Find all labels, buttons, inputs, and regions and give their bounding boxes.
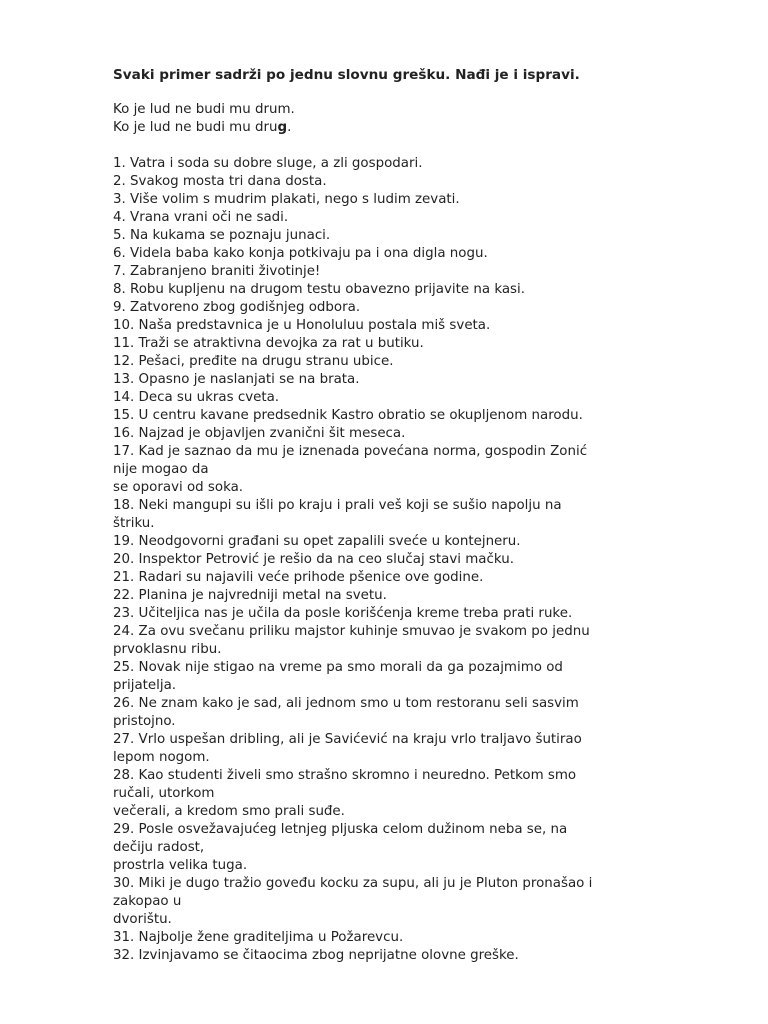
list-item bbox=[113, 767, 753, 821]
list-item-line: 11. Traži se atraktivna devojka za rat u butiku. bbox=[113, 336, 424, 351]
list-item-line: 28. Kao studenti živeli smo strašno skromno i neuredno. Petkom smo bbox=[113, 768, 577, 783]
list-item bbox=[113, 227, 753, 245]
list-item bbox=[113, 731, 753, 767]
document-title: Svaki primer sadrži po jednu slovnu grešku. Nađi je i ispravi. bbox=[113, 67, 580, 83]
list-item-line: dvorištu. bbox=[113, 912, 172, 927]
list-item-line: 18. Neki mangupi su išli po kraju i prali veš koji se sušio napolju na bbox=[113, 498, 562, 513]
list-item-line: lepom nogom. bbox=[113, 750, 210, 765]
list-item-line: 15. U centru kavane predsednik Kastro obratio se okupljenom narodu. bbox=[113, 408, 583, 423]
list-item bbox=[113, 155, 753, 173]
list-item-line: 4. Vrana vrani oči ne sadi. bbox=[113, 210, 289, 225]
list-item bbox=[113, 443, 753, 497]
list-item bbox=[113, 191, 753, 209]
list-item-line: 31. Najbolje žene graditeljima u Požarevcu. bbox=[113, 930, 404, 945]
list-item bbox=[113, 425, 753, 443]
list-item-line: 17. Kad je saznao da mu je iznenada povećana norma, gospodin Zonić bbox=[113, 444, 588, 459]
list-item bbox=[113, 695, 753, 731]
list-item bbox=[113, 605, 753, 623]
example-correct-sentence bbox=[113, 119, 753, 137]
list-item bbox=[113, 353, 753, 371]
list-item bbox=[113, 209, 753, 227]
list-item-line: pristojno. bbox=[113, 714, 176, 729]
list-item-line: 12. Pešaci, pređite na drugu stranu ubice. bbox=[113, 354, 394, 369]
list-item-line: 13. Opasno je naslanjati se na brata. bbox=[113, 372, 360, 387]
list-item-line: večerali, a kredom smo prali suđe. bbox=[113, 804, 345, 819]
list-item-line: prijatelja. bbox=[113, 678, 177, 693]
example-correct-prefix: Ko je lud ne budi mu dru bbox=[113, 120, 278, 135]
list-item-line: se oporavi od soka. bbox=[113, 480, 244, 495]
list-item bbox=[113, 551, 753, 569]
list-item-line: 29. Posle osvežavajućeg letnjeg pljuska celom dužinom neba se, na bbox=[113, 822, 568, 837]
list-item bbox=[113, 299, 753, 317]
list-item bbox=[113, 821, 753, 875]
list-item-line: 10. Naša predstavnica je u Honoluluu postala miš sveta. bbox=[113, 318, 491, 333]
list-item-line: 21. Radari su najavili veće prihode pšenice ove godine. bbox=[113, 570, 484, 585]
list-item-line: 1. Vatra i soda su dobre sluge, a zli gospodari. bbox=[113, 156, 423, 171]
list-item bbox=[113, 317, 753, 335]
list-item bbox=[113, 659, 753, 695]
list-item bbox=[113, 389, 753, 407]
example-wrong-sentence: Ko je lud ne budi mu drum. bbox=[113, 102, 295, 117]
list-item bbox=[113, 407, 753, 425]
list-item-line: 5. Na kukama se poznaju junaci. bbox=[113, 228, 331, 243]
list-item-line: štriku. bbox=[113, 516, 155, 531]
list-item-line: 8. Robu kupljenu na drugom testu obavezno prijavite na kasi. bbox=[113, 282, 525, 297]
document-page bbox=[113, 66, 753, 965]
list-item-line: 25. Novak nije stigao na vreme pa smo morali da ga pozajmimo od bbox=[113, 660, 563, 675]
list-item bbox=[113, 947, 753, 965]
list-item-line: 32. Izvinjavamo se čitaocima zbog neprijatne olovne greške. bbox=[113, 948, 519, 963]
list-item-line: 27. Vrlo uspešan dribling, ali je Savićević na kraju vrlo traljavo šutirao bbox=[113, 732, 582, 747]
list-item bbox=[113, 875, 753, 929]
list-item-line: 3. Više volim s mudrim plakati, nego s ludim zevati. bbox=[113, 192, 460, 207]
list-item bbox=[113, 533, 753, 551]
list-item-line: 6. Videla baba kako konja potkivaju pa i ona digla nogu. bbox=[113, 246, 488, 261]
list-item bbox=[113, 281, 753, 299]
example-corrected-letter: g bbox=[277, 120, 288, 135]
list-item bbox=[113, 569, 753, 587]
list-item bbox=[113, 929, 753, 947]
list-item bbox=[113, 263, 753, 281]
list-item bbox=[113, 371, 753, 389]
list-item-line: 24. Za ovu svečanu priliku majstor kuhinje smuvao je svakom po jednu bbox=[113, 624, 590, 639]
list-item-line: 20. Inspektor Petrović je rešio da na ceo slučaj stavi mačku. bbox=[113, 552, 514, 567]
list-item-line: 2. Svakog mosta tri dana dosta. bbox=[113, 174, 327, 189]
list-item-line: prvoklasnu ribu. bbox=[113, 642, 222, 657]
list-item-line: 7. Zabranjeno braniti životinje! bbox=[113, 264, 321, 279]
list-item-line: 30. Miki je dugo tražio goveđu kocku za supu, ali ju je Pluton pronašao i bbox=[113, 876, 593, 891]
list-item bbox=[113, 245, 753, 263]
list-item-line: 9. Zatvoreno zbog godišnjeg odbora. bbox=[113, 300, 361, 315]
list-item bbox=[113, 335, 753, 353]
list-item-line: zakopao u bbox=[113, 894, 182, 909]
list-item-line: 26. Ne znam kako je sad, ali jednom smo u tom restoranu seli sasvim bbox=[113, 696, 579, 711]
list-item bbox=[113, 497, 753, 533]
list-item-line: prostrla velika tuga. bbox=[113, 858, 248, 873]
list-item-line: 22. Planina je najvredniji metal na svetu. bbox=[113, 588, 387, 603]
list-item-line: 16. Najzad je objavljen zvanični šit meseca. bbox=[113, 426, 406, 441]
list-item-line: 14. Deca su ukras cveta. bbox=[113, 390, 280, 405]
example-block bbox=[113, 101, 753, 137]
list-item-line: dečiju radost, bbox=[113, 840, 205, 855]
list-item-line: 19. Neodgovorni građani su opet zapalili sveće u kontejneru. bbox=[113, 534, 521, 549]
list-item bbox=[113, 173, 753, 191]
list-item-line: 23. Učiteljica nas je učila da posle korišćenja kreme treba prati ruke. bbox=[113, 606, 573, 621]
list-item bbox=[113, 623, 753, 659]
list-item bbox=[113, 587, 753, 605]
list-item-line: ručali, utorkom bbox=[113, 786, 215, 801]
example-correct-suffix: . bbox=[287, 120, 292, 135]
list-item-line: nije mogao da bbox=[113, 462, 209, 477]
exercise-list bbox=[113, 155, 753, 965]
